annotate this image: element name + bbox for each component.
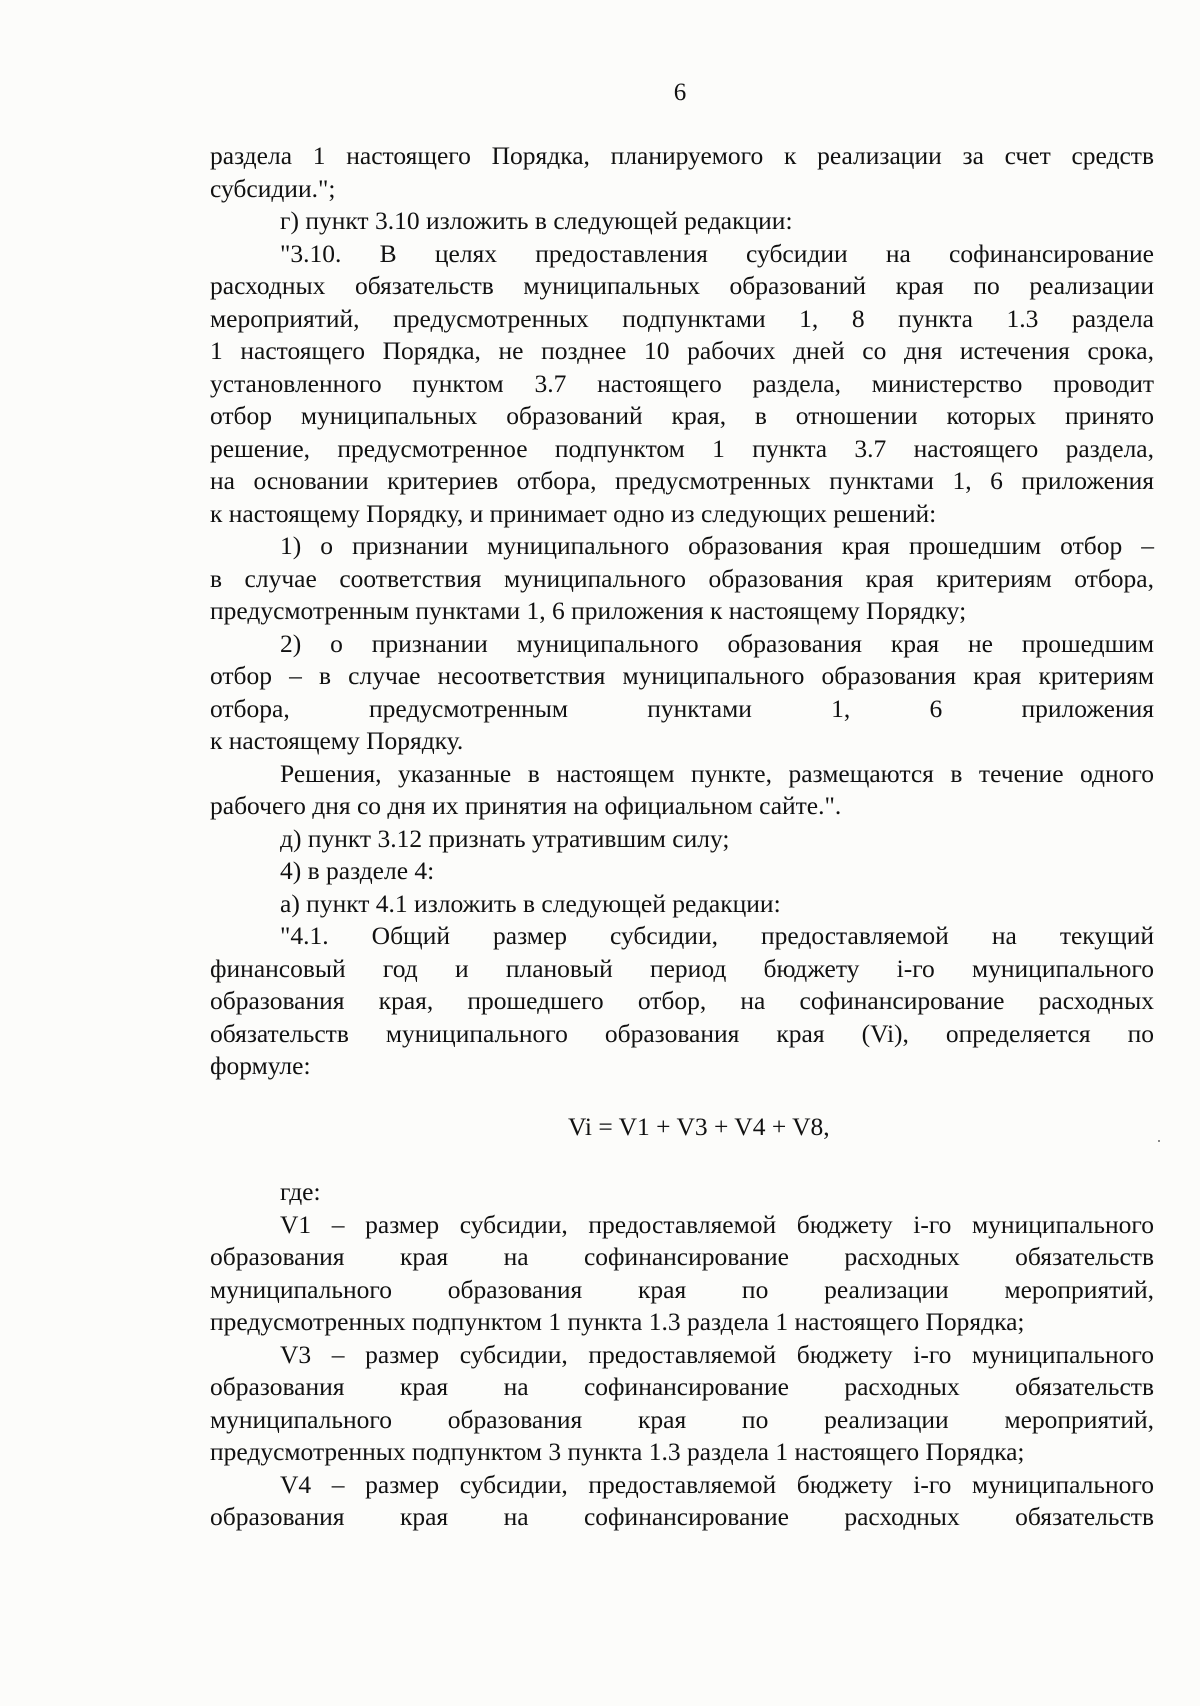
text-line: установленного пунктом 3.7 настоящего раздела, министерство проводит — [210, 368, 1154, 398]
text-line: формуле: — [210, 1051, 311, 1080]
text-line: в случае соответствия муниципального образования края критериям отбора, — [210, 563, 1154, 593]
text-line: отбор муниципальных образований края, в отношении которых принято — [210, 401, 1154, 430]
text-line: "3.10. В целях предоставления субсидии на софинансирование — [280, 238, 1154, 268]
text-line: образования края, прошедшего отбор, на софинансирование расходных — [210, 986, 1154, 1015]
text-line: на основании критериев отбора, предусмотренных пунктами 1, 6 приложения — [210, 466, 1154, 495]
text-line: финансовый год и плановый период бюджету i-го муниципального — [210, 953, 1154, 983]
text-line: предусмотренным пунктами 1, 6 приложения к настоящему Порядку; — [210, 596, 967, 625]
text-line: предусмотренных подпунктом 1 пункта 1.3 раздела 1 настоящего Порядка; — [210, 1307, 1025, 1336]
text-line: субсидии."; — [210, 173, 336, 203]
text-line: 1 настоящего Порядка, не позднее 10 рабочих дней со дня истечения срока, — [210, 336, 1154, 365]
text-line: где: — [280, 1177, 321, 1206]
text-line: 1) о признании муниципального образования края прошедшим отбор – — [280, 531, 1154, 560]
text-line: обязательств муниципального образования края (Vi), определяется по — [210, 1018, 1154, 1048]
text-line: "4.1. Общий размер субсидии, предоставляемой на текущий — [280, 921, 1154, 950]
formula-spacing — [210, 1143, 1154, 1176]
document-body — [210, 140, 1154, 1534]
text-line: V1 – размер субсидии, предоставляемой бюджету i-го муниципального — [280, 1209, 1154, 1239]
text-line: V3 – размер субсидии, предоставляемой бюджету i-го муниципального — [280, 1339, 1154, 1369]
scan-speck — [1158, 1140, 1160, 1142]
text-line: раздела 1 настоящего Порядка, планируемого к реализации за счет средств — [210, 141, 1154, 170]
text-line: расходных обязательств муниципальных образований края по реализации — [210, 271, 1154, 300]
text-line: рабочего дня со дня их принятия на официальном сайте.". — [210, 791, 842, 820]
text-line: отбор – в случае несоответствия муниципального образования края критериям — [210, 661, 1154, 690]
text-line: отбора, предусмотренным пунктами 1, 6 приложения — [210, 693, 1154, 723]
text-line: 2) о признании муниципального образования края не прошедшим — [280, 628, 1154, 658]
text-line: муниципального образования края по реализации мероприятий, — [210, 1404, 1154, 1434]
text-line: образования края на софинансирование расходных обязательств — [210, 1242, 1154, 1271]
text-line: образования края на софинансирование расходных обязательств — [210, 1372, 1154, 1401]
text-line: а) пункт 4.1 изложить в следующей редакции: — [280, 888, 781, 918]
text-line: образования края на софинансирование расходных обязательств — [210, 1502, 1154, 1531]
text-line: мероприятий, предусмотренных подпунктами 1, 8 пункта 1.3 раздела — [210, 303, 1154, 333]
text-line: муниципального образования края по реализации мероприятий, — [210, 1274, 1154, 1304]
text-line: к настоящему Порядку. — [210, 726, 464, 755]
formula: Vi = V1 + V3 + V4 + V8, — [568, 1111, 830, 1141]
text-line: к настоящему Порядку, и принимает одно из следующих решений: — [210, 498, 937, 528]
text-line: V4 – размер субсидии, предоставляемой бюджету i-го муниципального — [280, 1469, 1154, 1499]
formula-spacing — [210, 1083, 1154, 1111]
text-line: предусмотренных подпунктом 3 пункта 1.3 раздела 1 настоящего Порядка; — [210, 1437, 1025, 1466]
text-line: 4) в разделе 4: — [280, 856, 435, 885]
page-number: 6 — [673, 79, 687, 106]
text-line: г) пункт 3.10 изложить в следующей редакции: — [280, 206, 793, 235]
text-line: решение, предусмотренное подпунктом 1 пункта 3.7 настоящего раздела, — [210, 433, 1154, 463]
text-line: д) пункт 3.12 признать утратившим силу; — [280, 823, 730, 853]
text-line: Решения, указанные в настоящем пункте, размещаются в течение одного — [280, 758, 1154, 788]
